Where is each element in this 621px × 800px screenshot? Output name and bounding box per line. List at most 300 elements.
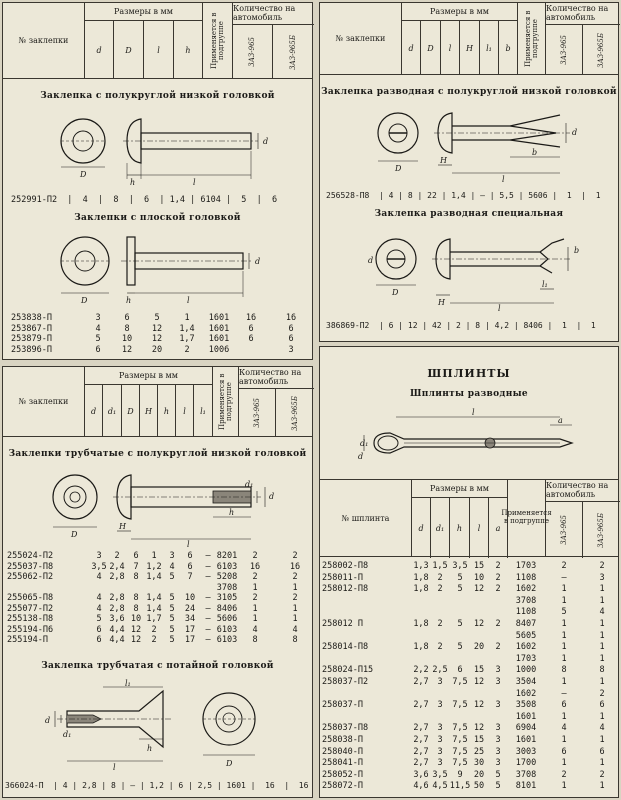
table-cell: 2 (252, 593, 258, 603)
table-cell: 8 (599, 665, 605, 676)
table-cell: 4 (96, 603, 102, 614)
table-cell: 50 (473, 781, 485, 792)
table-cell: 1 (184, 313, 190, 323)
table-cell: 7,5 (452, 746, 468, 757)
dim-label: D (392, 288, 399, 297)
table-cell: 2 (292, 551, 298, 561)
table-cell: 8 (124, 323, 130, 334)
table-cell: — (205, 551, 211, 561)
col-header: h (158, 385, 176, 437)
table-cell: 10 (130, 614, 142, 624)
dim-label: D (71, 530, 78, 539)
part-number-cell: 258012 П (322, 619, 363, 629)
table-cell: 5 (457, 572, 463, 583)
table-cell: 3 (495, 758, 501, 769)
data-rows (11, 313, 311, 357)
col-header: h (450, 498, 470, 558)
data-rows (7, 551, 313, 647)
table-cell: 6 (457, 665, 463, 676)
part-number-cell: 253867-П (11, 323, 52, 334)
table-cell: 1,4 (146, 593, 162, 603)
table-cell: 1 (561, 595, 567, 606)
section-title: Заклепка трубчатая с потайной головкой (41, 661, 274, 671)
col-header: l (441, 21, 460, 75)
model-header: ЗАЗ-965 (546, 502, 583, 558)
section-title: Заклепка разводная с полукруглой низкой головкой (321, 87, 617, 97)
table-cell: 6103 (216, 635, 238, 645)
table-cell: 4,5 (432, 781, 448, 792)
model-header: ЗАЗ-965Б (597, 512, 605, 548)
table-cell: 2 (495, 561, 501, 571)
table-cell: 2 (561, 769, 567, 780)
part-number-cell: 255194-П (7, 635, 48, 645)
table-cell: 1,8 (413, 572, 429, 583)
col-header: H (460, 21, 480, 75)
table-cell: 1,4 (146, 603, 162, 614)
table-cell: 2 (437, 619, 443, 629)
table-cell: 2 (151, 624, 157, 635)
qty-header: Количество на автомобиль (233, 3, 314, 25)
table-row (7, 593, 313, 603)
table-cell: 16 (249, 561, 261, 572)
table-cell: 3708 (216, 582, 238, 593)
table-cell: 1703 (515, 561, 537, 571)
table-cell: 4 (252, 624, 258, 635)
table-cell: 5 (457, 584, 463, 595)
col-header: D (122, 385, 140, 437)
table-row (11, 334, 311, 344)
dim-label: d₁ (245, 480, 254, 489)
cotter-pin-drawing (360, 403, 600, 473)
part-number-cell: 255037-П8 (7, 561, 54, 572)
page-title: ШПЛИНТЫ (427, 367, 511, 380)
table-cell: 7 (187, 572, 193, 582)
table-cell: 2 (252, 551, 258, 561)
table-cell: 30 (473, 758, 485, 769)
table-cell: — (205, 572, 211, 582)
table-cell: 1 (599, 619, 605, 629)
table-cell: 1 (599, 758, 605, 769)
table-cell: 4 (561, 723, 567, 734)
panel-rivets-split (319, 2, 619, 342)
table-cell: 1601 (515, 735, 537, 745)
table-cell: 2 (561, 561, 567, 571)
table-cell: 4,4 (109, 635, 125, 645)
table-cell: 7 (133, 561, 139, 572)
table-cell: 1601 (208, 323, 230, 334)
table-cell: 6103 (216, 561, 238, 572)
table-cell: 2,8 (109, 603, 125, 614)
table-row (320, 619, 620, 629)
table-row (320, 723, 620, 733)
table-cell: 5605 (515, 630, 537, 641)
col-header: d₁ (103, 385, 122, 437)
table-cell: 1 (561, 735, 567, 745)
table-cell: 1601 (515, 711, 537, 722)
table-header (320, 3, 618, 75)
table-cell: 9 (457, 769, 463, 780)
dim-label: d (358, 452, 364, 461)
part-number-cell: 258011-П (322, 572, 363, 583)
table-cell: 3 (495, 700, 501, 711)
table-row (7, 572, 313, 582)
table-cell: 1 (561, 619, 567, 629)
part-number-cell: 258041-П (322, 758, 363, 769)
table-cell: 3 (495, 723, 501, 734)
table-cell: 1,2 (146, 561, 162, 572)
table-cell: 34 (184, 614, 196, 624)
table-cell: 4 (599, 607, 605, 618)
table-cell: 1703 (515, 653, 537, 664)
table-row (320, 584, 620, 594)
table-cell: 3 (437, 746, 443, 757)
table-cell: 1,3 (413, 561, 429, 571)
table-cell: 12 (473, 619, 485, 629)
col-header: D (421, 21, 441, 75)
table-cell: 5 (457, 619, 463, 629)
table-cell: 1 (561, 653, 567, 664)
dim-label: H (440, 156, 447, 165)
table-cell: 8407 (515, 619, 537, 629)
table-cell: 1108 (515, 607, 537, 618)
col-header: d (402, 21, 421, 75)
table-cell: 12 (473, 677, 485, 687)
table-cell: 1 (599, 595, 605, 606)
table-row (7, 583, 313, 593)
dim-label: l (498, 304, 501, 313)
col-header: l₁ (480, 21, 499, 75)
model-header: ЗАЗ-965Б (290, 395, 299, 431)
table-cell: 3 (599, 572, 605, 583)
part-number-cell: 255062-П2 (7, 572, 54, 582)
table-cell: 2 (437, 584, 443, 595)
table-cell: 8 (133, 603, 139, 614)
section-title: Шплинты разводные (410, 389, 528, 399)
table-cell: 3708 (515, 595, 537, 606)
table-cell: 2,4 (109, 561, 125, 572)
table-cell: 2,7 (413, 758, 429, 769)
table-cell: 1602 (515, 584, 537, 595)
table-cell: 4 (599, 723, 605, 734)
table-cell: 16 (245, 313, 257, 323)
table-cell: 6 (248, 323, 254, 334)
table-cell: 3105 (216, 593, 238, 603)
panel-rivets-low-round-and-flat (2, 2, 313, 360)
table-cell: 1 (561, 677, 567, 687)
part-number-cell: 255194-П6 (7, 624, 54, 635)
table-cell: 5 (495, 781, 501, 792)
dim-label: b (532, 148, 538, 157)
dim-label: h (130, 178, 136, 187)
model-header: ЗАЗ-965 (239, 389, 276, 437)
dim-label: l₁ (542, 280, 548, 289)
applies-header: Применяется в подгруппе (213, 367, 239, 436)
table-cell: 1 (599, 653, 605, 664)
table-cell: 5 (561, 607, 567, 618)
col-header: d (85, 385, 103, 437)
data-row: 366024-П | 4 | 2,8 | 8 | — | 1,2 | 6 | 2,5 | 1601 | 16 | 16 (5, 781, 309, 790)
table-cell: 4,4 (109, 624, 125, 635)
table-cell: 12 (130, 635, 142, 645)
table-cell: — (561, 688, 567, 699)
table-cell: 6 (288, 334, 294, 344)
part-number-cell: 255024-П2 (7, 551, 54, 561)
table-cell: 8 (252, 635, 258, 645)
table-row (7, 614, 313, 624)
table-cell: 2 (495, 584, 501, 595)
table-cell: 1 (151, 551, 157, 561)
applies-header: Применяется в подгруппе (203, 3, 233, 78)
table-cell: 2 (151, 635, 157, 645)
table-cell: 1,7 (179, 334, 195, 344)
dim-label: D (81, 296, 88, 305)
applies-header: Применяется в подгруппе (518, 3, 546, 74)
table-row (7, 562, 313, 572)
dim-label: D (226, 759, 233, 768)
table-cell: 2 (184, 344, 190, 355)
panel-rivets-tubular (2, 366, 313, 798)
table-cell: 8406 (216, 603, 238, 614)
table-cell: 24 (184, 603, 196, 614)
sizes-header: Размеры в мм (85, 367, 213, 385)
table-cell: 15 (473, 561, 485, 571)
part-number-cell: 258037-П8 (322, 723, 369, 734)
split-rivet-drawing (370, 103, 610, 183)
table-row (320, 747, 620, 757)
table-cell: 20 (473, 769, 485, 780)
table-cell: 4 (96, 572, 102, 582)
countersunk-rivet-drawing (43, 679, 303, 771)
table-cell: 2 (495, 642, 501, 653)
table-cell: 1601 (208, 313, 230, 323)
tubular-rivet-drawing (43, 467, 303, 547)
dim-label: a (558, 416, 563, 425)
table-cell: 2,7 (413, 735, 429, 745)
table-cell: 3 (288, 344, 294, 355)
table-row (320, 689, 620, 699)
table-cell: 3 (437, 735, 443, 745)
table-cell: 3 (495, 735, 501, 745)
part-number-cell: 258052-П (322, 769, 363, 780)
table-cell: 2 (292, 572, 298, 582)
data-row: 256528-П8 | 4 | 8 | 22 | 1,4 | — | 5,5 | 5606 | 1 | 1 (326, 191, 601, 200)
table-cell: 6 (561, 746, 567, 757)
table-cell: — (205, 561, 211, 572)
table-cell: 6 (96, 635, 102, 645)
col-header: l₁ (194, 385, 213, 437)
table-cell: 2,8 (109, 593, 125, 603)
dim-label: h (229, 508, 235, 517)
table-cell: 6 (288, 323, 294, 334)
dim-label: D (395, 164, 402, 173)
dim-label: l₁ (125, 679, 131, 688)
table-cell: 1 (561, 781, 567, 792)
table-row (320, 781, 620, 791)
table-cell: 3,5 (432, 769, 448, 780)
table-cell: 1,8 (413, 584, 429, 595)
table-cell: 1 (599, 642, 605, 653)
table-cell: 7,5 (452, 723, 468, 734)
table-cell: 2,7 (413, 723, 429, 734)
table-header (3, 3, 312, 79)
table-row (7, 635, 313, 645)
table-cell: 6 (133, 551, 139, 561)
table-cell: 2 (599, 688, 605, 699)
table-row (320, 561, 620, 571)
table-cell: 15 (473, 665, 485, 676)
part-number-cell: 253896-П (11, 344, 52, 355)
table-row (320, 735, 620, 745)
table-cell: 1 (292, 614, 298, 624)
table-cell: — (561, 572, 567, 583)
qty-header: Количество на автомобиль (239, 367, 314, 389)
table-cell: 3 (437, 700, 443, 711)
col-header: b (499, 21, 518, 75)
table-cell: 2 (437, 642, 443, 653)
table-cell: 1 (599, 711, 605, 722)
table-row (320, 573, 620, 583)
part-no-header: № шплинта (320, 480, 412, 556)
table-row (320, 677, 620, 687)
table-cell: 2 (437, 572, 443, 583)
table-cell: 2 (292, 593, 298, 603)
part-number-cell: 258014-П8 (322, 642, 369, 653)
table-cell: 8 (133, 593, 139, 603)
table-cell: 6 (599, 746, 605, 757)
dim-label: l (502, 175, 505, 184)
table-cell: 12 (473, 700, 485, 711)
table-cell: 3,5 (91, 561, 107, 572)
table-cell: 12 (130, 624, 142, 635)
table-cell: 3 (495, 746, 501, 757)
sizes-header: Размеры в мм (402, 3, 518, 21)
table-cell: 2 (495, 619, 501, 629)
table-cell: 7,5 (452, 677, 468, 687)
section-title: Заклепка с полукруглой низкой головкой (40, 91, 275, 101)
part-number-cell: 258040-П (322, 746, 363, 757)
table-cell: 1 (599, 735, 605, 745)
dim-label: l (472, 408, 475, 417)
dim-label: b (574, 246, 580, 255)
table-cell: 2 (114, 551, 120, 561)
table-cell: 12 (121, 344, 133, 355)
table-cell: 3504 (515, 677, 537, 687)
applies-header: Применяется в подгруппе (508, 480, 546, 556)
dim-label: D (80, 170, 87, 179)
table-cell: 1000 (515, 665, 537, 676)
table-cell: 16 (289, 561, 301, 572)
table-cell: 2,2 (413, 665, 429, 676)
table-cell: 10 (473, 572, 485, 583)
dim-label: H (119, 522, 126, 531)
part-number-cell: 258037-П2 (322, 677, 369, 687)
model-header: ЗАЗ-965Б (597, 32, 605, 68)
table-cell: 20 (151, 344, 163, 355)
part-no-header: № заклепки (320, 3, 402, 74)
table-cell: 3 (437, 758, 443, 769)
qty-header: Количество на автомобиль (546, 3, 620, 25)
table-cell: 8 (133, 572, 139, 582)
table-cell: 7,5 (452, 758, 468, 769)
table-cell: 2,7 (413, 746, 429, 757)
table-cell: 1700 (515, 758, 537, 769)
table-row (11, 324, 311, 334)
part-number-cell: 255065-П8 (7, 593, 54, 603)
table-cell: 5 (154, 313, 160, 323)
table-cell: 1 (252, 582, 258, 593)
table-cell: 1,4 (146, 572, 162, 582)
table-cell: 5 (169, 603, 175, 614)
table-row (320, 665, 620, 675)
table-cell: 3 (169, 551, 175, 561)
table-cell: 3,6 (109, 614, 125, 624)
model-header: ЗАЗ-965 (546, 25, 583, 75)
table-cell: 25 (473, 746, 485, 757)
table-cell: 4 (95, 323, 101, 334)
table-cell: 1,4 (179, 323, 195, 334)
dim-label: h (147, 744, 153, 753)
sizes-header: Размеры в мм (85, 3, 203, 21)
table-cell: 4 (292, 624, 298, 635)
section-title: Заклепка разводная специальная (374, 209, 564, 219)
part-number-cell: 255077-П2 (7, 603, 54, 614)
table-cell: 1 (252, 614, 258, 624)
table-cell: 6 (599, 700, 605, 711)
dim-label: h (126, 296, 132, 305)
rivet-low-round-drawing (53, 109, 303, 189)
part-no-header: № заклепки (3, 367, 85, 436)
table-cell: 11,5 (449, 781, 471, 792)
col-header: d (85, 21, 114, 79)
col-header: l (144, 21, 174, 79)
table-cell: 12 (151, 323, 163, 334)
part-number-cell: 258024-П15 (322, 665, 374, 676)
table-cell: 12 (473, 584, 485, 595)
table-cell: 6103 (216, 624, 238, 635)
table-cell: 3,5 (452, 561, 468, 571)
col-header: l (470, 498, 489, 558)
table-cell: 1 (561, 630, 567, 641)
table-cell: 7,5 (452, 735, 468, 745)
table-row (320, 654, 620, 664)
dim-label: d (263, 137, 269, 146)
table-cell: 3 (96, 551, 102, 561)
panel-cotter-pins (319, 346, 619, 798)
dim-label: d (255, 257, 261, 266)
col-header: h (174, 21, 203, 79)
dim-label: d (269, 492, 275, 501)
table-row (7, 625, 313, 635)
table-cell: 1 (561, 758, 567, 769)
table-cell: 6 (561, 700, 567, 711)
table-row (7, 551, 313, 561)
table-cell: 2 (599, 769, 605, 780)
table-cell: 3 (495, 677, 501, 687)
part-number-cell: 258012-П8 (322, 584, 369, 595)
table-cell: 20 (473, 642, 485, 653)
table-cell: 1601 (208, 334, 230, 344)
table-cell: 6904 (515, 723, 537, 734)
part-number-cell: 258072-П (322, 781, 363, 792)
dim-label: H (438, 298, 445, 307)
table-cell: 8 (561, 665, 567, 676)
table-cell: 5 (169, 593, 175, 603)
table-cell: 12 (473, 723, 485, 734)
table-row (320, 770, 620, 780)
dim-label: l (113, 763, 116, 772)
table-cell: 1 (561, 584, 567, 595)
table-cell: 2 (495, 572, 501, 583)
